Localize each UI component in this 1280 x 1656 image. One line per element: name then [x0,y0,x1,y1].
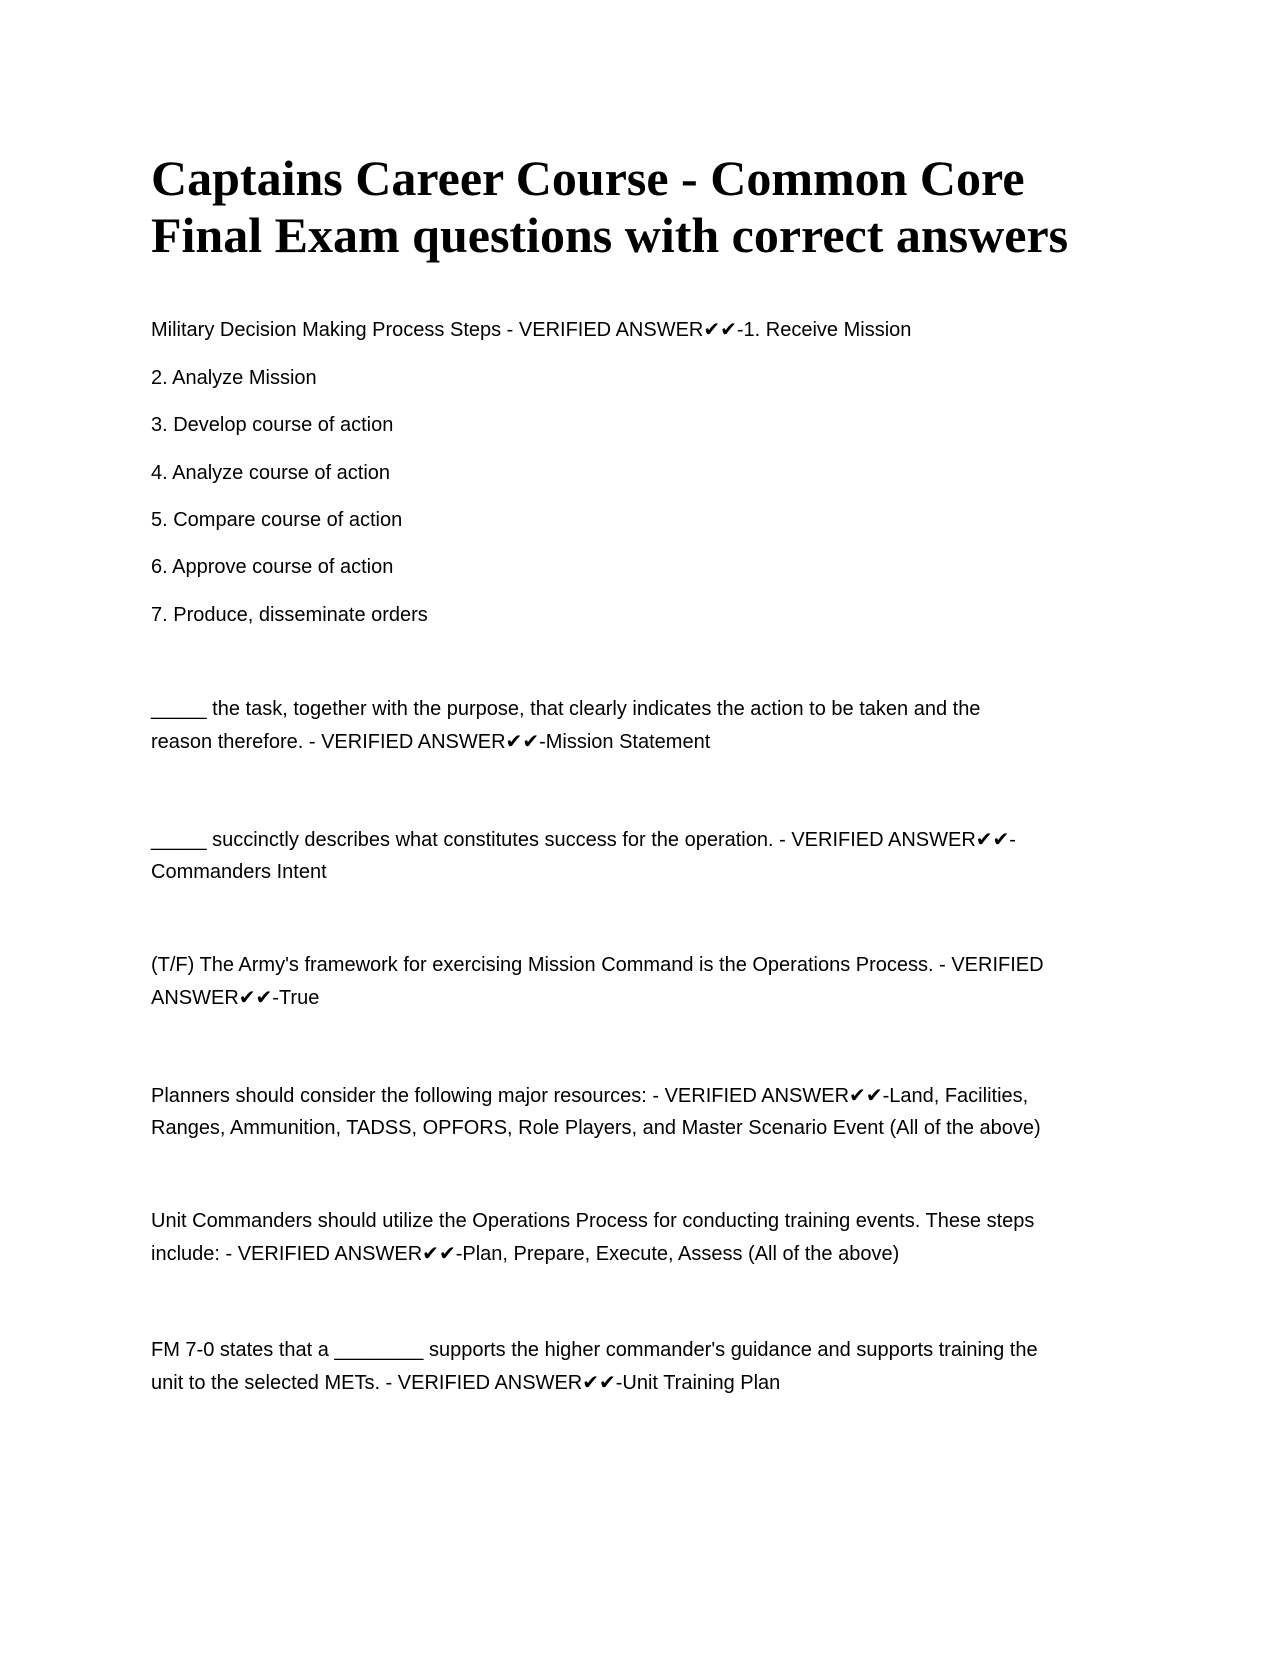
commanders-intent-question: _____ succinctly describes what constitutes success for the operation. - VERIFIED ANSWER✔✔- [151,829,1016,851]
mdmp-step-7: 7. Produce, disseminate orders [151,604,428,626]
mdmp-step-2: 2. Analyze Mission [151,367,317,389]
mdmp-step-4: 4. Analyze course of action [151,462,391,484]
mdmp-step-5: 5. Compare course of action [151,509,403,531]
title-line-1: Captains Career Course - Common Core [151,150,1025,206]
resources-answer: Ranges, Ammunition, TADSS, OPFORS, Role Players, and Master Scenario Event (All of the above) [151,1117,1041,1139]
mission-statement-question: _____ the task, together with the purpose, that clearly indicates the action to be taken and the [151,698,981,720]
training-steps-question: Unit Commanders should utilize the Operations Process for conducting training events. These steps [151,1210,1035,1232]
training-steps-answer: include: - VERIFIED ANSWER✔✔-Plan, Prepare, Execute, Assess (All of the above) [151,1243,900,1265]
operations-process-question: (T/F) The Army's framework for exercising Mission Command is the Operations Process. - VERIFIED [151,954,1044,976]
operations-process-answer: ANSWER✔✔-True [151,987,320,1009]
commanders-intent-answer: Commanders Intent [151,861,327,883]
mdmp-step-3: 3. Develop course of action [151,414,394,436]
resources-question: Planners should consider the following major resources: - VERIFIED ANSWER✔✔-Land, Facilities, [151,1085,1029,1107]
title-line-2: Final Exam questions with correct answers [151,207,1069,263]
fm-7-0-question: FM 7-0 states that a ________ supports the higher commander's guidance and supports training the [151,1339,1038,1361]
mdmp-step-6: 6. Approve course of action [151,556,394,578]
fm-7-0-answer: unit to the selected METs. - VERIFIED ANSWER✔✔-Unit Training Plan [151,1372,781,1394]
document-title [151,150,1068,264]
mission-statement-answer: reason therefore. - VERIFIED ANSWER✔✔-Mission Statement [151,731,711,753]
mdmp-question: Military Decision Making Process Steps - VERIFIED ANSWER✔✔-1. Receive Mission [151,319,912,341]
